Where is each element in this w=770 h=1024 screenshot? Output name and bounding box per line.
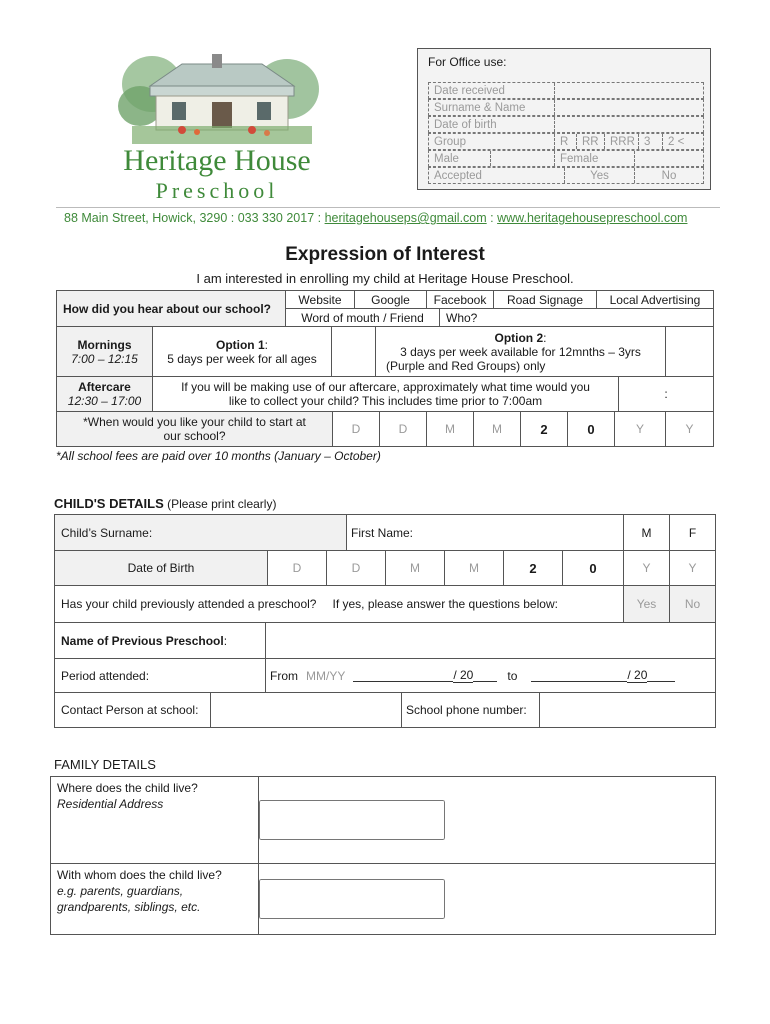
- whom-field[interactable]: [259, 879, 445, 919]
- option1-checkbox[interactable]: [331, 326, 376, 377]
- aftercare-cell: [56, 376, 153, 412]
- address-text: 88 Main Street, Howick, 3290 : 033 330 2017 :: [64, 211, 325, 225]
- form-intro: I am interested in enrolling my child at Heritage House Preschool.: [196, 271, 574, 286]
- start-date-question: *When would you like your child to start at our school?: [56, 411, 333, 447]
- aftercare-time-input[interactable]: :: [618, 376, 714, 412]
- hear-who[interactable]: Who?: [439, 308, 714, 327]
- start-year-4[interactable]: Y: [665, 411, 714, 447]
- dob-day-1[interactable]: D: [267, 550, 327, 586]
- start-year-3[interactable]: Y: [614, 411, 666, 447]
- period-input[interactable]: From MM/YY / 20 to / 20: [265, 658, 716, 693]
- office-row-date-received: Date received: [428, 82, 704, 99]
- prev-no[interactable]: No: [669, 585, 716, 623]
- office-row-group: Group R RR RRR 3 2 <: [428, 133, 704, 150]
- prev-yes[interactable]: Yes: [623, 585, 670, 623]
- house-illustration: [112, 44, 322, 154]
- whom-label-cell: With whom does the child live? e.g. parents, guardians, grandparents, siblings, etc.: [50, 863, 259, 935]
- address-field[interactable]: [259, 800, 445, 840]
- period-label: Period attended:: [54, 658, 266, 693]
- start-month-1[interactable]: M: [426, 411, 474, 447]
- prev-name-field[interactable]: [266, 623, 715, 658]
- office-title: For Office use:: [428, 55, 507, 69]
- hear-label: How did you hear about our school?: [56, 290, 286, 327]
- option2-checkbox[interactable]: [665, 326, 714, 377]
- to-year-blank[interactable]: [647, 670, 675, 682]
- start-year-1: 2: [520, 411, 568, 447]
- dob-label: Date of Birth: [54, 550, 268, 586]
- form-title: Expression of Interest: [285, 244, 485, 265]
- option2-cell: Option 2: 3 days per week available for 12mnths – 3yrs (Purple and Red Groups) only: [375, 326, 666, 377]
- dob-year-4[interactable]: Y: [669, 550, 716, 586]
- dob-month-2[interactable]: M: [444, 550, 504, 586]
- from-blank[interactable]: [353, 670, 453, 682]
- contact-line: [64, 211, 687, 225]
- fees-note: *All school fees are paid over 10 months (January – October): [56, 449, 381, 463]
- start-month-2[interactable]: M: [473, 411, 521, 447]
- option1-title: Option 1: [215, 337, 265, 352]
- gender-m[interactable]: M: [623, 514, 670, 551]
- option1-cell: Option 1: 5 days per week for all ages: [152, 326, 332, 377]
- dob-year-2: 0: [562, 550, 624, 586]
- dob-day-2[interactable]: D: [326, 550, 386, 586]
- header-divider: [56, 207, 720, 208]
- option1-desc: 5 days per week for all ages: [167, 351, 317, 366]
- phone-input[interactable]: [539, 692, 716, 728]
- prev-name-label: Name of Previous Preschool :: [54, 622, 266, 659]
- aftercare-label: Aftercare: [78, 380, 131, 394]
- mornings-label: Mornings: [77, 337, 132, 352]
- option2-title: Option 2: [494, 330, 544, 345]
- contact-field[interactable]: [211, 693, 401, 727]
- aftercare-question: If you will be making use of our aftercare, approximately what time would you like to collect your child? This includes time prior to 7:00am: [152, 376, 619, 412]
- phone-field[interactable]: [540, 693, 715, 727]
- school-name: Heritage House: [123, 144, 311, 177]
- prev-name-input[interactable]: [265, 622, 716, 659]
- office-row-accepted: Accepted Yes No: [428, 167, 704, 184]
- office-row-dob: Date of birth: [428, 116, 704, 133]
- office-row-gender: Male Female: [428, 150, 704, 167]
- child-surname-label: Child’s Surname:: [54, 514, 347, 551]
- start-day-2[interactable]: D: [379, 411, 427, 447]
- whom-input[interactable]: [258, 863, 716, 935]
- hear-website[interactable]: Website: [285, 290, 355, 309]
- start-day-1[interactable]: D: [332, 411, 380, 447]
- family-heading: FAMILY DETAILS: [54, 757, 156, 772]
- school-subtitle: Preschool: [155, 178, 279, 203]
- option2-desc2: (Purple and Red Groups) only: [386, 358, 546, 373]
- child-first-name[interactable]: First Name:: [346, 514, 624, 551]
- prev-preschool-question: Has your child previously attended a preschool? If yes, please answer the questions below:: [54, 585, 624, 623]
- child-heading: CHILD'S DETAILS (Please print clearly): [54, 496, 277, 511]
- office-use-box: [417, 48, 711, 190]
- separator: :: [486, 211, 498, 225]
- dob-month-1[interactable]: M: [385, 550, 445, 586]
- mornings-time: 7:00 – 12:15: [71, 351, 138, 366]
- mornings-cell: [56, 326, 153, 377]
- start-year-2: 0: [567, 411, 615, 447]
- office-row-surname: Surname & Name: [428, 99, 704, 116]
- dob-year-1: 2: [503, 550, 563, 586]
- hear-word-of-mouth[interactable]: Word of mouth / Friend: [285, 308, 440, 327]
- hear-road-signage[interactable]: Road Signage: [493, 290, 597, 309]
- from-year-blank[interactable]: [473, 670, 497, 682]
- school-logo: [112, 44, 322, 204]
- phone-label: School phone number:: [401, 692, 540, 728]
- to-blank[interactable]: [531, 670, 627, 682]
- contact-input[interactable]: [210, 692, 402, 728]
- hear-google[interactable]: Google: [354, 290, 427, 309]
- contact-label: Contact Person at school:: [54, 692, 211, 728]
- website-link[interactable]: www.heritagehousepreschool.com: [497, 211, 688, 225]
- email-link[interactable]: heritagehouseps@gmail.com: [324, 211, 487, 225]
- hear-facebook[interactable]: Facebook: [426, 290, 494, 309]
- dob-year-3[interactable]: Y: [623, 550, 670, 586]
- hear-local-advertising[interactable]: Local Advertising: [596, 290, 714, 309]
- option2-desc1: 3 days per week available for 12mnths – 3yrs: [400, 344, 641, 359]
- gender-f[interactable]: F: [669, 514, 716, 551]
- live-input[interactable]: [258, 776, 716, 864]
- live-label-cell: Where does the child live? Residential Address: [50, 776, 259, 864]
- aftercare-time: 12:30 – 17:00: [67, 394, 142, 408]
